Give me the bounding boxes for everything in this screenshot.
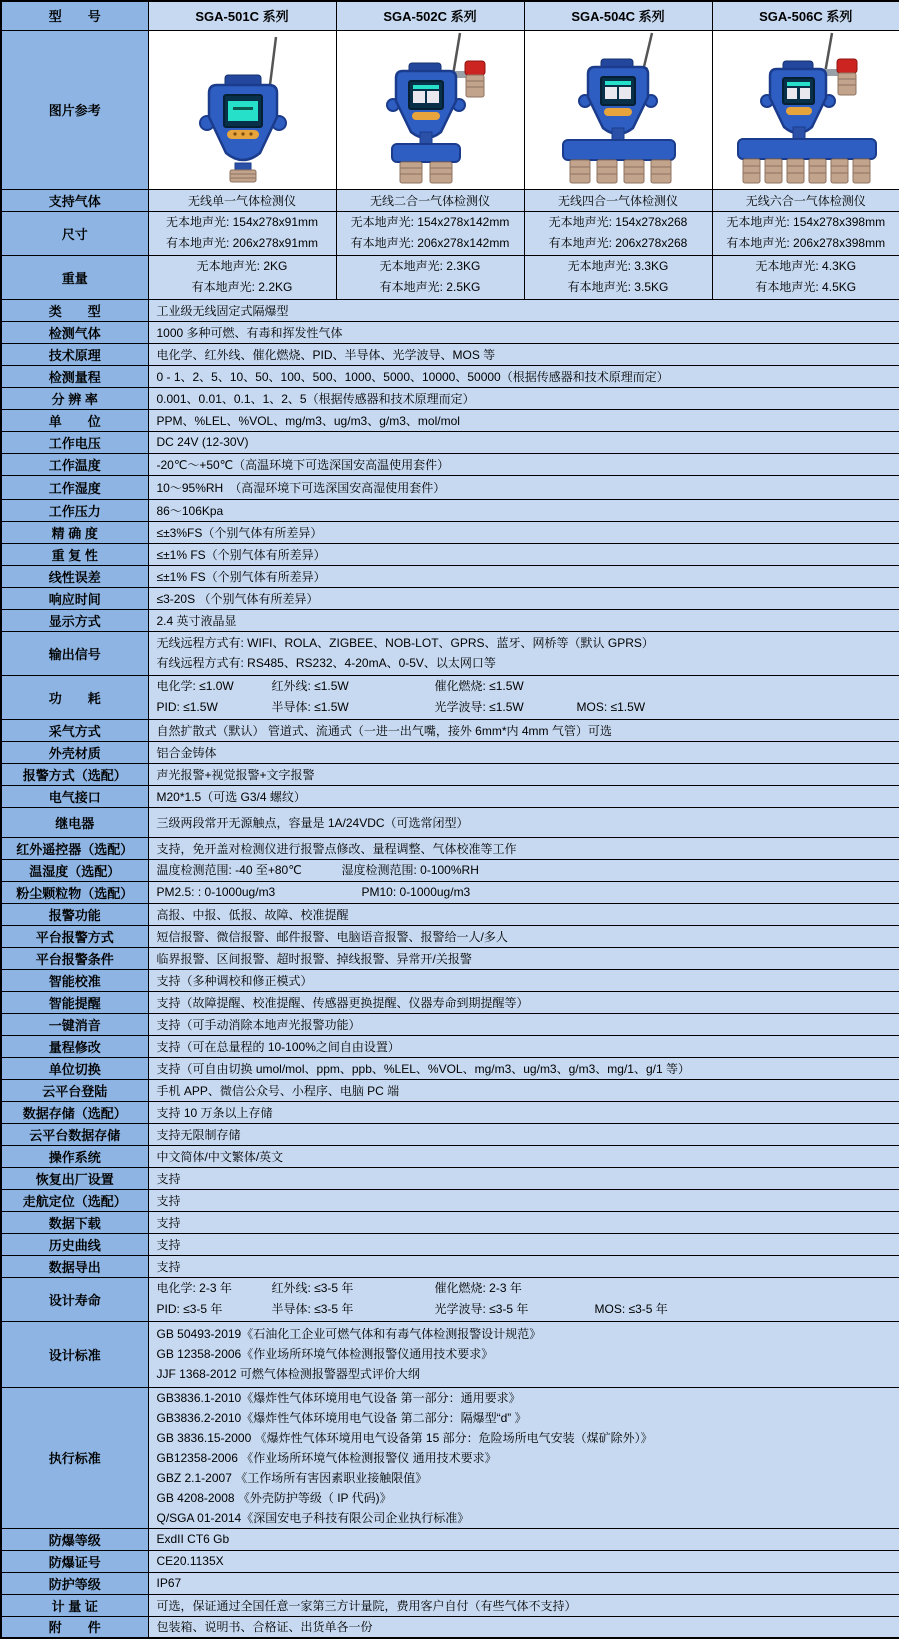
row-label-shell: 外壳材质	[1, 741, 148, 763]
model-header-sga-504c: SGA-504C 系列	[524, 1, 712, 30]
device-image-sga-502c	[336, 30, 524, 189]
spec-value-support: 无线二合一气体检测仪	[336, 189, 524, 211]
spec-line: 有本地声光: 206x278x142mm	[350, 236, 510, 250]
row-label-sampling: 采气方式	[1, 719, 148, 741]
spec-segment: 电化学: 2-3 年	[156, 1281, 232, 1295]
spec-value-cloud-storage: 支持无限制存储	[148, 1123, 899, 1145]
spec-line: 有本地声光: 4.5KG	[755, 280, 857, 294]
spec-segment: 红外线: ≤3-5 年	[271, 1281, 354, 1295]
spec-value-output	[148, 631, 899, 675]
table-row	[1, 1, 899, 30]
spec-value-range: 0 - 1、2、5、10、50、100、500、1000、5000、10000、50000（根据传感器和技术原理而定）	[148, 365, 899, 387]
spec-line	[157, 860, 892, 881]
spec-line: GB3836.1-2010《爆炸性气体环境用电气设备 第一部分：通用要求》	[156, 1390, 521, 1405]
spec-value-data-export: 支持	[148, 1255, 899, 1277]
spec-line: GB 50493-2019《石油化工企业可燃气体和有毒气体检测报警设计规范》	[156, 1327, 542, 1341]
row-label-principle: 技术原理	[1, 343, 148, 365]
spec-value-voltage: DC 24V (12-30V)	[148, 431, 899, 453]
row-label-smart-remind: 智能提醒	[1, 991, 148, 1013]
row-label-response: 响应时间	[1, 587, 148, 609]
table-row	[1, 343, 899, 365]
spec-segment: PID: ≤3-5 年	[156, 1302, 223, 1316]
table-row	[1, 1572, 899, 1594]
table-row	[1, 189, 899, 211]
table-row	[1, 1013, 899, 1035]
row-label-factory-reset: 恢复出厂设置	[1, 1167, 148, 1189]
spec-segment: 电化学: ≤1.0W	[156, 679, 234, 693]
spec-value-power	[148, 675, 899, 719]
spec-value-relay: 三级两段常开无源触点，容量是 1A/24VDC（可选常闭型）	[148, 807, 899, 837]
table-row	[1, 30, 899, 189]
row-label-weight: 重量	[1, 255, 148, 299]
table-row	[1, 365, 899, 387]
spec-value-factory-reset: 支持	[148, 1167, 899, 1189]
spec-value-smart-cal: 支持（多种调校和修正模式）	[148, 969, 899, 991]
spec-value-support: 无线单一气体检测仪	[148, 189, 336, 211]
table-row	[1, 1616, 899, 1638]
spec-line: 无线远程方式有: WIFI、ROLA、ZIGBEE、NOB-LOT、GPRS、蓝牙、网桥等（默认 GPRS）	[156, 636, 654, 650]
row-label-storage: 数据存储（选配）	[1, 1101, 148, 1123]
table-row	[1, 587, 899, 609]
spec-line: 无本地声光: 2.3KG	[379, 259, 481, 273]
spec-value-ir-remote: 支持，免开盖对检测仪进行报警点修改、量程调整、气体校准等工作	[148, 837, 899, 859]
spec-line: 无本地声光: 154x278x91mm	[165, 215, 319, 229]
spec-line: 有线远程方式有: RS485、RS232、4-20mA、0-5V、以太网口等	[156, 656, 496, 670]
row-label-metrology-cert: 计 量 证	[1, 1594, 148, 1616]
model-header-sga-501c: SGA-501C 系列	[148, 1, 336, 30]
spec-line	[157, 697, 892, 718]
spec-value-size	[712, 211, 899, 255]
row-label-pressure: 工作压力	[1, 499, 148, 521]
row-label-smart-cal: 智能校准	[1, 969, 148, 991]
table-row	[1, 1145, 899, 1167]
row-label-mute: 一键消音	[1, 1013, 148, 1035]
spec-value-principle: 电化学、红外线、催化燃烧、PID、半导体、光学波导、MOS 等	[148, 343, 899, 365]
table-row	[1, 903, 899, 925]
row-label-platform-cond: 平台报警条件	[1, 947, 148, 969]
row-label-cloud-storage: 云平台数据存储	[1, 1123, 148, 1145]
table-row	[1, 1387, 899, 1528]
spec-value-cloud-login: 手机 APP、微信公众号、小程序、电脑 PC 端	[148, 1079, 899, 1101]
spec-line: GB12358-2006 《作业场所环境气体检测报警仪 通用技术要求》	[156, 1450, 497, 1465]
spec-segment: 温度检测范围: -40 至+80℃	[156, 862, 302, 877]
row-label-power: 功 耗	[1, 675, 148, 719]
spec-line: 无本地声光: 3.3KG	[567, 259, 669, 273]
row-label-resolution: 分 辨 率	[1, 387, 148, 409]
spec-line: 无本地声光: 154x278x142mm	[350, 215, 510, 229]
table-row	[1, 1101, 899, 1123]
row-label-repeatability: 重 复 性	[1, 543, 148, 565]
spec-value-size	[524, 211, 712, 255]
spec-value-smart-remind: 支持（故障提醒、校准提醒、传感器更换提醒、仪器寿命到期提醒等）	[148, 991, 899, 1013]
table-row	[1, 521, 899, 543]
row-label-cloud-login: 云平台登陆	[1, 1079, 148, 1101]
spec-segment: PID: ≤1.5W	[156, 700, 218, 714]
device-image-sga-504c	[524, 30, 712, 189]
table-row	[1, 1189, 899, 1211]
spec-value-exproof-cert: CE20.1135X	[148, 1550, 899, 1572]
spec-line: Q/SGA 01-2014《深国安电子科技有限公司企业执行标准》	[156, 1510, 470, 1525]
table-row	[1, 1550, 899, 1572]
spec-segment: 催化燃烧: 2-3 年	[434, 1281, 522, 1295]
spec-value-work-humidity: 10～95%RH （高湿环境下可选深国安高湿使用套件）	[148, 475, 899, 499]
spec-value-mute: 支持（可手动消除本地声光报警功能）	[148, 1013, 899, 1035]
row-label-exec-std: 执行标准	[1, 1387, 148, 1528]
spec-segment: PM10: 0-1000ug/m3	[361, 884, 471, 899]
spec-value-data-download: 支持	[148, 1211, 899, 1233]
spec-line: 无本地声光: 2KG	[196, 259, 288, 273]
spec-value-support: 无线六合一气体检测仪	[712, 189, 899, 211]
spec-value-history-curve: 支持	[148, 1233, 899, 1255]
row-label-work-humidity: 工作湿度	[1, 475, 148, 499]
spec-value-design-std	[148, 1321, 899, 1387]
spec-value-resolution: 0.001、0.01、0.1、1、2、5（根据传感器和技术原理而定）	[148, 387, 899, 409]
row-label-type: 类 型	[1, 299, 148, 321]
row-label-design-std: 设计标准	[1, 1321, 148, 1387]
row-label-linearity: 线性误差	[1, 565, 148, 587]
spec-line	[157, 1299, 892, 1320]
row-label-data-download: 数据下载	[1, 1211, 148, 1233]
row-label-exproof-cert: 防爆证号	[1, 1550, 148, 1572]
table-row	[1, 1255, 899, 1277]
table-row	[1, 719, 899, 741]
table-row	[1, 543, 899, 565]
spec-value-exec-std	[148, 1387, 899, 1528]
spec-value-platform-cond: 临界报警、区间报警、超时报警、掉线报警、异常开/关报警	[148, 947, 899, 969]
spec-line: 无本地声光: 154x278x398mm	[726, 215, 886, 229]
table-row	[1, 565, 899, 587]
row-label-ip-grade: 防护等级	[1, 1572, 148, 1594]
spec-value-weight	[336, 255, 524, 299]
spec-value-unit-switch: 支持（可自由切换 umol/mol、ppm、ppb、%LEL、%VOL、mg/m3、ug/m3、g/m3、mg/1、g/1 等）	[148, 1057, 899, 1079]
table-row	[1, 499, 899, 521]
spec-line	[157, 676, 892, 697]
spec-value-dust	[148, 881, 899, 903]
spec-segment: 红外线: ≤1.5W	[271, 679, 349, 693]
spec-segment: 催化燃烧: ≤1.5W	[434, 679, 524, 693]
table-row	[1, 387, 899, 409]
spec-line: GB3836.2-2010《爆炸性气体环境用电气设备 第二部分：隔爆型“d” 》	[156, 1410, 527, 1425]
table-row	[1, 1277, 899, 1321]
row-label-os: 操作系统	[1, 1145, 148, 1167]
spec-value-repeatability: ≤±1% FS（个别气体有所差异）	[148, 543, 899, 565]
spec-segment: 光学波导: ≤1.5W	[434, 700, 524, 714]
table-row	[1, 1233, 899, 1255]
spec-value-os: 中文简体/中文繁体/英文	[148, 1145, 899, 1167]
row-label-voltage: 工作电压	[1, 431, 148, 453]
row-label-lifespan: 设计寿命	[1, 1277, 148, 1321]
spec-line	[157, 882, 892, 903]
table-row	[1, 1035, 899, 1057]
row-label-accessories: 附 件	[1, 1616, 148, 1638]
spec-value-unit: PPM、%LEL、%VOL、mg/m3、ug/m3、g/m3、mol/mol	[148, 409, 899, 431]
row-label-work-temp: 工作温度	[1, 453, 148, 475]
table-row	[1, 1321, 899, 1387]
spec-value-accessories: 包装箱、说明书、合格证、出货单各一份	[148, 1616, 899, 1638]
row-label-range: 检测量程	[1, 365, 148, 387]
table-row	[1, 785, 899, 807]
table-row	[1, 675, 899, 719]
row-label-output: 输出信号	[1, 631, 148, 675]
table-row	[1, 321, 899, 343]
row-label-temp-humidity: 温湿度（选配）	[1, 859, 148, 881]
spec-line: GB 3836.15-2000 《爆炸性气体环境用电气设备第 15 部分：危险场所电气安装（煤矿除外）》	[156, 1430, 653, 1445]
spec-value-alarm-mode: 声光报警+视觉报警+文字报警	[148, 763, 899, 785]
spec-value-work-temp: -20℃～+50℃（高温环境下可选深国安高温使用套件）	[148, 453, 899, 475]
spec-value-response: ≤3-20S （个别气体有所差异）	[148, 587, 899, 609]
spec-line: 有本地声光: 2.5KG	[379, 280, 481, 294]
spec-value-accuracy: ≤±3%FS（个别气体有所差异）	[148, 521, 899, 543]
table-row	[1, 947, 899, 969]
spec-value-temp-humidity	[148, 859, 899, 881]
model-header-sga-502c: SGA-502C 系列	[336, 1, 524, 30]
row-label-platform-alarm: 平台报警方式	[1, 925, 148, 947]
spec-value-pressure: 86～106Kpa	[148, 499, 899, 521]
row-label-accuracy: 精 确 度	[1, 521, 148, 543]
spec-value-gases: 1000 多种可燃、有毒和挥发性气体	[148, 321, 899, 343]
spec-value-size	[336, 211, 524, 255]
table-row	[1, 1528, 899, 1550]
spec-segment: 半导体: ≤1.5W	[271, 700, 349, 714]
table-row	[1, 969, 899, 991]
row-label-unit-switch: 单位切换	[1, 1057, 148, 1079]
spec-line: 有本地声光: 3.5KG	[567, 280, 669, 294]
spec-segment: PM2.5: : 0-1000ug/m3	[156, 884, 276, 899]
spec-line: GBZ 2.1-2007 《工作场所有害因素职业接触限值》	[156, 1470, 428, 1485]
table-row	[1, 1057, 899, 1079]
spec-value-shell: 铝合金铸体	[148, 741, 899, 763]
table-row	[1, 763, 899, 785]
spec-segment: MOS: ≤3-5 年	[594, 1302, 668, 1316]
table-row	[1, 609, 899, 631]
spec-value-alarm-func: 高报、中报、低报、故障、校准提醒	[148, 903, 899, 925]
row-label-unit: 单 位	[1, 409, 148, 431]
spec-line: GB 12358-2006《作业场所环境气体检测报警仪通用技术要求》	[156, 1347, 494, 1361]
row-label-ir-remote: 红外遥控器（选配）	[1, 837, 148, 859]
spec-value-lifespan	[148, 1277, 899, 1321]
table-row	[1, 991, 899, 1013]
row-label-alarm-mode: 报警方式（选配）	[1, 763, 148, 785]
spec-value-weight	[148, 255, 336, 299]
row-label-support: 支持气体	[1, 189, 148, 211]
spec-line: 有本地声光: 206x278x91mm	[165, 236, 319, 250]
spec-value-sampling: 自然扩散式（默认） 管道式、流通式（一进一出气嘴，接外 6mm*内 4mm 气管）可选	[148, 719, 899, 741]
spec-line: 有本地声光: 206x278x268	[548, 236, 688, 250]
device-image-sga-506c	[712, 30, 899, 189]
table-row	[1, 211, 899, 255]
row-label-display: 显示方式	[1, 609, 148, 631]
spec-value-support: 无线四合一气体检测仪	[524, 189, 712, 211]
spec-line: 无本地声光: 4.3KG	[755, 259, 857, 273]
model-row-label: 型 号	[1, 1, 148, 30]
spec-line: 无本地声光: 154x278x268	[548, 215, 688, 229]
row-label-data-export: 数据导出	[1, 1255, 148, 1277]
spec-value-metrology-cert: 可选，保证通过全国任意一家第三方计量院，费用客户自付（有些气体不支持）	[148, 1594, 899, 1616]
table-row	[1, 1211, 899, 1233]
spec-line: JJF 1368-2012 可燃气体检测报警器型式评价大纲	[156, 1367, 420, 1381]
row-label-exproof-grade: 防爆等级	[1, 1528, 148, 1550]
spec-value-type: 工业级无线固定式隔爆型	[148, 299, 899, 321]
table-row	[1, 1594, 899, 1616]
table-row	[1, 1123, 899, 1145]
table-row	[1, 299, 899, 321]
row-label-dust: 粉尘颗粒物（选配）	[1, 881, 148, 903]
table-row	[1, 475, 899, 499]
row-label-history-curve: 历史曲线	[1, 1233, 148, 1255]
table-row	[1, 453, 899, 475]
row-label-size: 尺寸	[1, 211, 148, 255]
row-label-gases: 检测气体	[1, 321, 148, 343]
spec-segment: MOS: ≤1.5W	[576, 700, 646, 714]
table-row	[1, 807, 899, 837]
row-label-range-mod: 量程修改	[1, 1035, 148, 1057]
spec-value-electrical-port: M20*1.5（可选 G3/4 螺纹）	[148, 785, 899, 807]
table-row	[1, 255, 899, 299]
spec-value-linearity: ≤±1% FS（个别气体有所差异）	[148, 565, 899, 587]
spec-value-weight	[524, 255, 712, 299]
spec-line: GB 4208-2008 《外壳防护等级（ IP 代码)》	[156, 1490, 392, 1505]
spec-segment: 光学波导: ≤3-5 年	[434, 1302, 529, 1316]
table-row	[1, 837, 899, 859]
table-row	[1, 881, 899, 903]
spec-value-platform-alarm: 短信报警、微信报警、邮件报警、电脑语音报警、报警给一人/多人	[148, 925, 899, 947]
spec-value-exproof-grade: ExdII CT6 Gb	[148, 1528, 899, 1550]
spec-line: 有本地声光: 2.2KG	[191, 280, 293, 294]
device-image-sga-501c	[148, 30, 336, 189]
spec-line	[157, 1278, 892, 1299]
row-label-relay: 继电器	[1, 807, 148, 837]
spec-value-range-mod: 支持（可在总量程的 10-100%之间自由设置）	[148, 1035, 899, 1057]
table-row	[1, 631, 899, 675]
spec-value-size	[148, 211, 336, 255]
table-row	[1, 409, 899, 431]
spec-value-ip-grade: IP67	[148, 1572, 899, 1594]
row-label-nav-locate: 走航定位（选配）	[1, 1189, 148, 1211]
spec-value-storage: 支持 10 万条以上存储	[148, 1101, 899, 1123]
table-row	[1, 1079, 899, 1101]
spec-segment: 湿度检测范围: 0-100%RH	[341, 862, 479, 877]
row-label-electrical-port: 电气接口	[1, 785, 148, 807]
spec-segment: 半导体: ≤3-5 年	[271, 1302, 354, 1316]
spec-value-nav-locate: 支持	[148, 1189, 899, 1211]
table-row	[1, 1167, 899, 1189]
table-row	[1, 859, 899, 881]
table-row	[1, 431, 899, 453]
image-row-label: 图片参考	[1, 30, 148, 189]
table-row	[1, 741, 899, 763]
spec-line: 有本地声光: 206x278x398mm	[726, 236, 886, 250]
spec-value-weight	[712, 255, 899, 299]
spec-value-display: 2.4 英寸液晶显	[148, 609, 899, 631]
table-row	[1, 925, 899, 947]
row-label-alarm-func: 报警功能	[1, 903, 148, 925]
model-header-sga-506c: SGA-506C 系列	[712, 1, 899, 30]
